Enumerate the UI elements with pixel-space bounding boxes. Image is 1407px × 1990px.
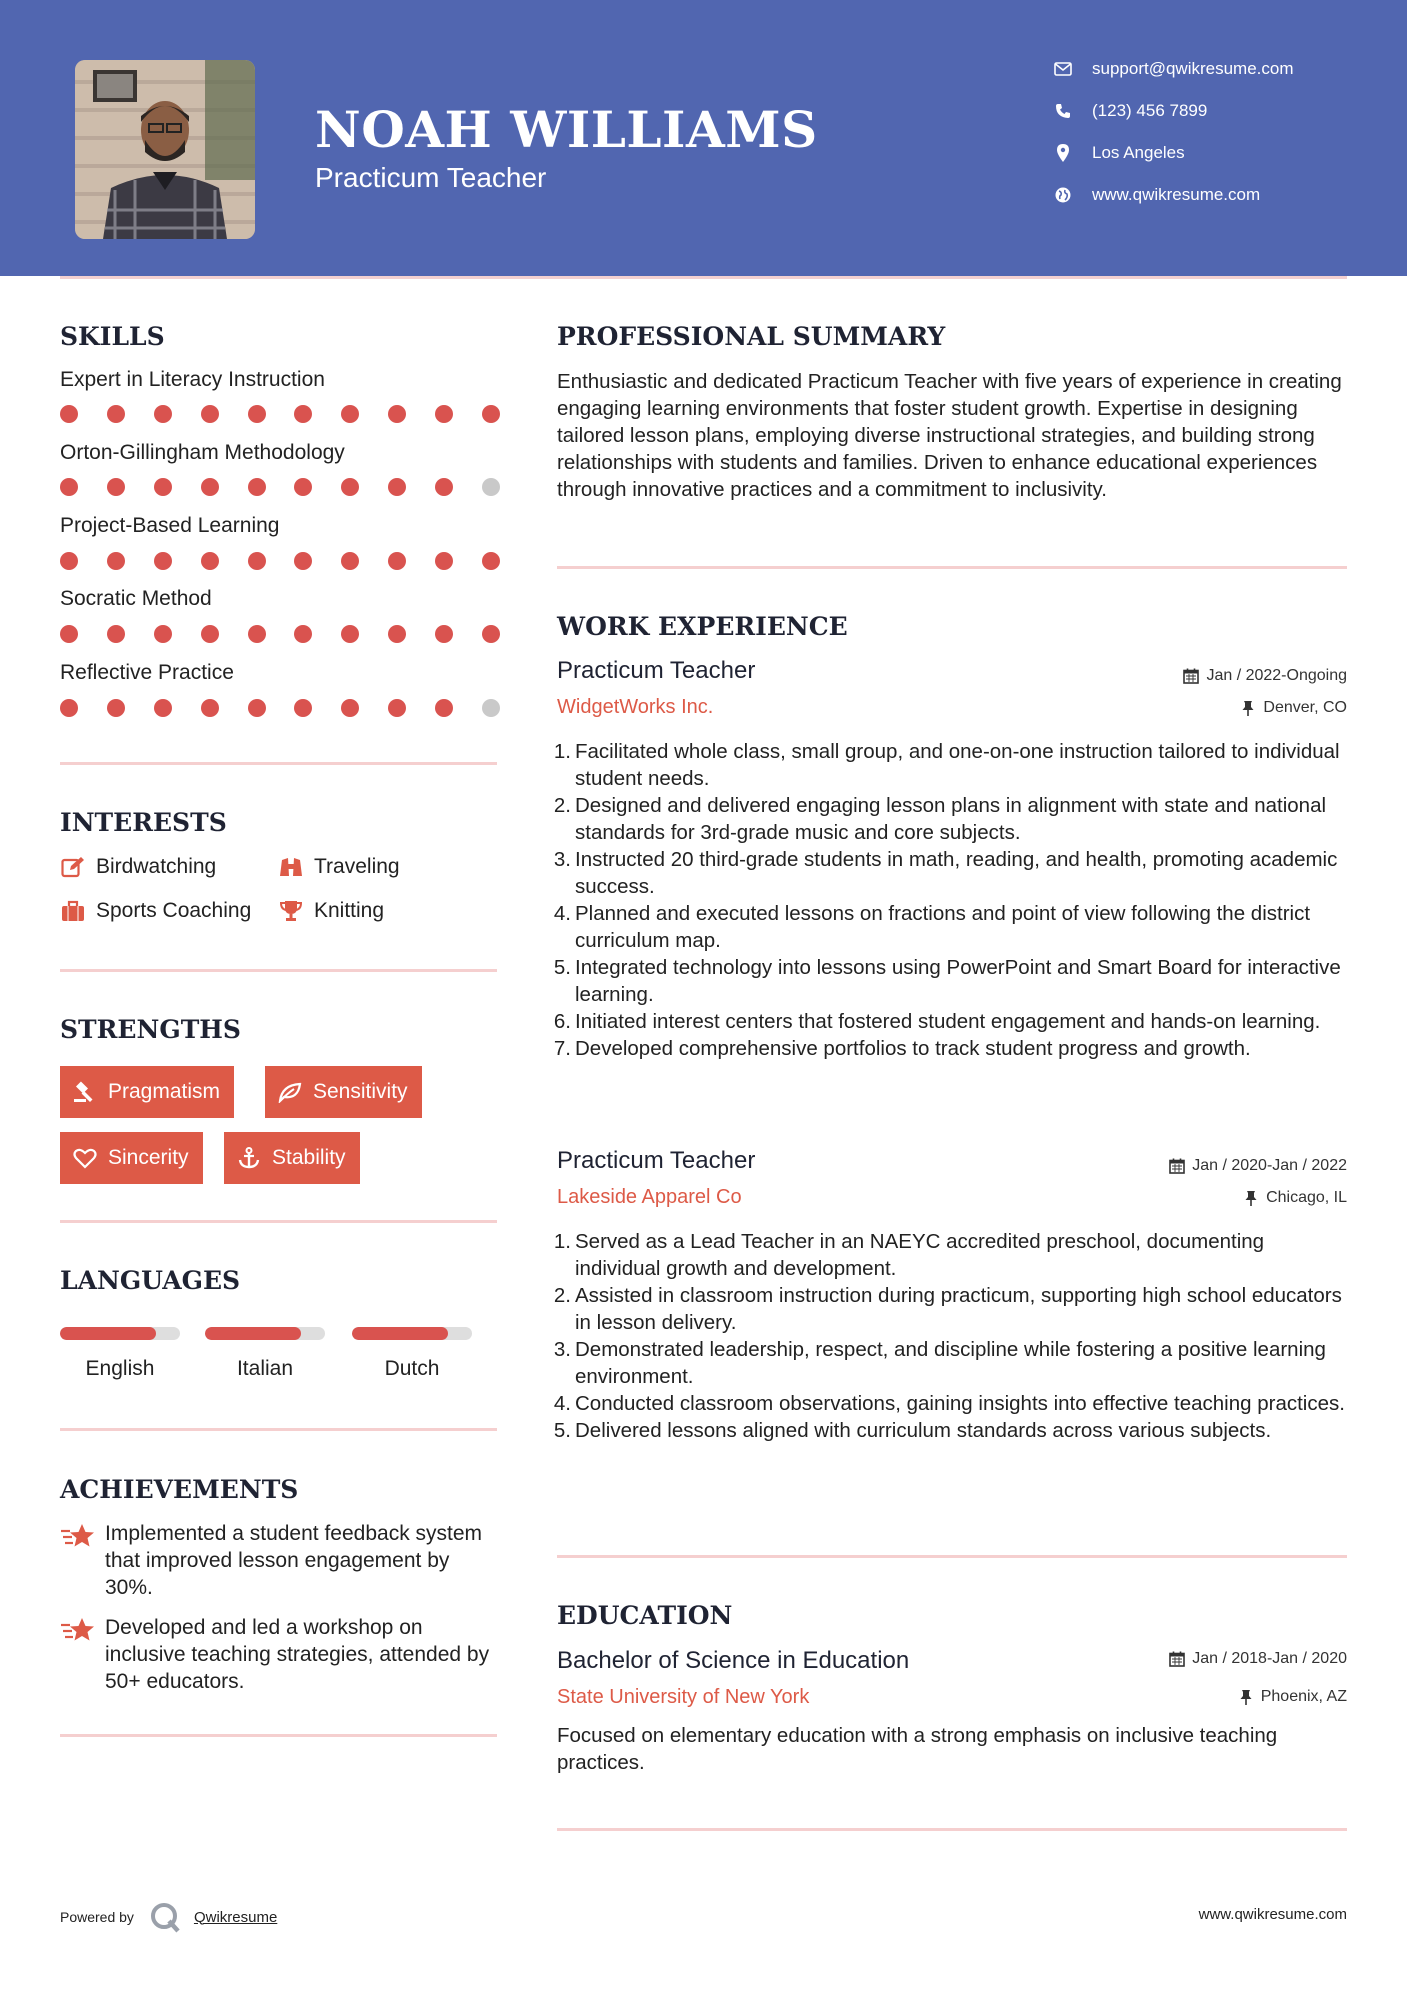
interest-label: Sports Coaching: [96, 899, 252, 922]
rating-dot-filled: [154, 699, 172, 717]
interest-item: [60, 853, 216, 881]
contact-phone[interactable]: [1050, 96, 1370, 126]
summary-heading: PROFESSIONAL SUMMARY: [557, 322, 946, 351]
rating-dot-filled: [388, 625, 406, 643]
interests-heading: INTERESTS: [60, 808, 227, 837]
contact-website[interactable]: [1050, 180, 1370, 210]
rating-dot-filled: [107, 478, 125, 496]
language-level-bar: [205, 1327, 325, 1340]
star-achievement-icon: [60, 1616, 98, 1646]
rating-dot-filled: [201, 478, 219, 496]
achievement-item: [60, 1520, 500, 1601]
language-level-fill: [352, 1327, 448, 1340]
languages-heading: LANGUAGES: [60, 1266, 241, 1295]
skills-heading: SKILLS: [60, 322, 165, 351]
rating-dot-filled: [154, 552, 172, 570]
job-duties: [557, 738, 1347, 1062]
duty-item: Conducted classroom observations, gaining insights into effective teaching practices.: [575, 1392, 1345, 1415]
rating-dot-filled: [60, 478, 78, 496]
duty-item: Delivered lessons aligned with curriculum standards across various subjects.: [575, 1419, 1272, 1442]
skill-name: Project-Based Learning: [60, 514, 280, 537]
rating-dot-filled: [388, 552, 406, 570]
degree-title: Bachelor of Science in Education: [557, 1647, 910, 1674]
strength-label: Stability: [272, 1146, 346, 1169]
achievement-text: Implemented a student feedback system that improved lesson engagement by 30%.: [105, 1522, 483, 1599]
rating-dot-filled: [201, 699, 219, 717]
language-level-fill: [60, 1327, 156, 1340]
map-marker-icon: [1050, 142, 1076, 164]
pushpin-icon: [1239, 699, 1257, 717]
globe-icon: [1050, 184, 1076, 206]
skill-rating: [60, 552, 500, 570]
job-location: [1242, 1189, 1347, 1207]
education-location: [1237, 1688, 1347, 1706]
phone-icon: [1050, 100, 1076, 122]
strength-label: Pragmatism: [108, 1080, 221, 1103]
strength-tag: [224, 1132, 360, 1184]
rating-dot-filled: [435, 552, 453, 570]
duty-item: Developed comprehensive portfolios to track student progress and growth.: [575, 1037, 1251, 1060]
rating-dot-filled: [388, 699, 406, 717]
calendar-icon: [1168, 1650, 1186, 1668]
calendar-icon: [1182, 667, 1200, 685]
rating-dot-filled: [60, 405, 78, 423]
summary-text: Enthusiastic and dedicated Practicum Teacher with five years of experience in creating engaging learning environments that foster student growth. Expertise in designing tailored lesson plans, employing diverse instructional strategies, and building strong relationships with students and families. Driven to enhance educational experiences through innovative practices and a commitment to inclusivity.: [557, 370, 1342, 501]
section-divider: [60, 1220, 497, 1223]
contact-phone-text: (123) 456 7899: [1092, 101, 1208, 120]
language-level-bar: [60, 1327, 180, 1340]
rating-dot-empty: [482, 699, 500, 717]
rating-dot-filled: [248, 625, 266, 643]
rating-dot-filled: [435, 625, 453, 643]
rating-dot-filled: [294, 552, 312, 570]
rating-dot-filled: [341, 405, 359, 423]
resume-header: [0, 0, 1407, 276]
education-heading: EDUCATION: [557, 1601, 733, 1630]
strengths-heading: STRENGTHS: [60, 1015, 241, 1044]
duty-item: Served as a Lead Teacher in an NAEYC accredited preschool, documenting individual growth and development.: [575, 1230, 1265, 1280]
section-divider: [557, 566, 1347, 569]
section-divider: [60, 969, 497, 972]
rating-dot-empty: [482, 478, 500, 496]
strength-tag: [60, 1132, 203, 1184]
candidate-title: Practicum Teacher: [315, 162, 547, 193]
rating-dot-filled: [388, 405, 406, 423]
job-dates-text: Jan / 2022-Ongoing: [1206, 667, 1347, 684]
job-title: Practicum Teacher: [557, 657, 756, 684]
section-divider: [557, 1828, 1347, 1831]
rating-dot-filled: [201, 405, 219, 423]
job-dates-text: Jan / 2020-Jan / 2022: [1192, 1157, 1347, 1174]
education-location-text: Phoenix, AZ: [1260, 1688, 1347, 1705]
anchor-icon: [236, 1146, 262, 1170]
school-name: State University of New York: [557, 1686, 810, 1708]
rating-dot-filled: [248, 478, 266, 496]
profile-photo: [75, 60, 255, 239]
rating-dot-filled: [248, 552, 266, 570]
rating-dot-filled: [107, 405, 125, 423]
rating-dot-filled: [107, 625, 125, 643]
skill-rating: [60, 405, 500, 423]
job-dates: [1182, 667, 1347, 685]
education-dates: [1168, 1650, 1347, 1668]
powered-by-text: Powered by: [60, 1909, 134, 1925]
contact-location: [1050, 138, 1370, 168]
qwikresume-logo-icon: [148, 1900, 182, 1934]
language-level-bar: [352, 1327, 472, 1340]
company-name: Lakeside Apparel Co: [557, 1186, 742, 1208]
language-name: Italian: [236, 1357, 294, 1380]
achievement-item: [60, 1614, 500, 1695]
company-name: WidgetWorks Inc.: [557, 696, 714, 718]
job-dates: [1168, 1157, 1347, 1175]
interest-item: [60, 897, 251, 925]
rating-dot-filled: [294, 625, 312, 643]
strength-label: Sensitivity: [313, 1080, 408, 1103]
rating-dot-filled: [154, 478, 172, 496]
leaf-icon: [277, 1080, 303, 1104]
heart-icon: [72, 1146, 98, 1170]
duty-item: Instructed 20 third-grade students in math, reading, and health, promoting academic success.: [575, 848, 1338, 898]
contact-website-text: www.qwikresume.com: [1092, 185, 1261, 204]
briefcase-icon: [60, 899, 86, 923]
envelope-icon: [1050, 58, 1076, 80]
rating-dot-filled: [294, 699, 312, 717]
language-level-fill: [205, 1327, 301, 1340]
contact-location-text: Los Angeles: [1092, 143, 1185, 162]
duty-item: Assisted in classroom instruction during practicum, supporting high school educators in lesson delivery.: [575, 1284, 1342, 1334]
interest-label: Birdwatching: [96, 855, 217, 878]
interest-label: Knitting: [314, 899, 385, 922]
job-location-text: Denver, CO: [1263, 699, 1347, 716]
candidate-name: NOAH WILLIAMS: [315, 100, 818, 159]
duty-item: Planned and executed lessons on fractions and point of view following the district curriculum map.: [575, 902, 1311, 952]
rating-dot-filled: [341, 478, 359, 496]
rating-dot-filled: [107, 552, 125, 570]
skill-name: Reflective Practice: [60, 661, 234, 684]
contact-email-text: support@qwikresume.com: [1092, 59, 1294, 78]
strength-tag: [265, 1066, 422, 1118]
rating-dot-filled: [154, 625, 172, 643]
duty-item: Integrated technology into lessons using PowerPoint and Smart Board for interactive learning.: [575, 956, 1341, 1006]
skill-rating: [60, 625, 500, 643]
rating-dot-filled: [154, 405, 172, 423]
gavel-icon: [72, 1080, 98, 1104]
section-divider: [60, 1734, 497, 1737]
qwikresume-link[interactable]: Qwikresume: [193, 1908, 278, 1926]
skill-name: Expert in Literacy Instruction: [60, 368, 325, 391]
experience-heading: WORK EXPERIENCE: [557, 612, 848, 641]
achievements-heading: ACHIEVEMENTS: [60, 1475, 299, 1504]
rating-dot-filled: [482, 552, 500, 570]
rating-dot-filled: [435, 405, 453, 423]
rating-dot-filled: [294, 478, 312, 496]
rating-dot-filled: [435, 478, 453, 496]
rating-dot-filled: [201, 625, 219, 643]
rating-dot-filled: [341, 699, 359, 717]
contact-email[interactable]: [1050, 54, 1370, 84]
rating-dot-filled: [60, 699, 78, 717]
header-divider: [60, 276, 1347, 279]
interest-item: [278, 853, 400, 881]
section-divider: [557, 1555, 1347, 1558]
edit-icon: [60, 855, 86, 879]
calendar-icon: [1168, 1157, 1186, 1175]
job-location: [1239, 699, 1347, 717]
job-title: Practicum Teacher: [557, 1147, 756, 1174]
rating-dot-filled: [201, 552, 219, 570]
skill-name: Orton-Gillingham Methodology: [60, 441, 345, 464]
rating-dot-filled: [341, 552, 359, 570]
achievement-text: Developed and led a workshop on inclusive teaching strategies, attended by 50+ educators.: [105, 1616, 490, 1693]
skill-name: Socratic Method: [60, 587, 212, 610]
duty-item: Designed and delivered engaging lesson plans in alignment with state and national standards for 3rd-grade music and core subjects.: [575, 794, 1327, 844]
rating-dot-filled: [341, 625, 359, 643]
footer-powered-by: [60, 1900, 277, 1934]
duty-item: Initiated interest centers that fostered student engagement and hands-on learning.: [575, 1010, 1321, 1033]
rating-dot-filled: [60, 625, 78, 643]
education-description: Focused on elementary education with a strong emphasis on inclusive teaching practices.: [557, 1724, 1278, 1774]
trophy-icon: [278, 899, 304, 923]
job-location-text: Chicago, IL: [1266, 1189, 1347, 1206]
section-divider: [60, 1428, 497, 1431]
skill-rating: [60, 478, 500, 496]
rating-dot-filled: [60, 552, 78, 570]
pushpin-icon: [1242, 1189, 1260, 1207]
rating-dot-filled: [435, 699, 453, 717]
rating-dot-filled: [248, 699, 266, 717]
education-dates-text: Jan / 2018-Jan / 2020: [1192, 1650, 1347, 1667]
language-name: English: [85, 1357, 155, 1380]
star-achievement-icon: [60, 1522, 98, 1552]
binoculars-icon: [278, 855, 304, 879]
section-divider: [60, 762, 497, 765]
rating-dot-filled: [248, 405, 266, 423]
strength-label: Sincerity: [108, 1146, 189, 1169]
strength-tag: [60, 1066, 234, 1118]
rating-dot-filled: [482, 405, 500, 423]
rating-dot-filled: [294, 405, 312, 423]
rating-dot-filled: [482, 625, 500, 643]
language-name: Dutch: [384, 1357, 440, 1380]
job-duties: [557, 1228, 1347, 1444]
footer-url[interactable]: www.qwikresume.com: [1198, 1906, 1347, 1923]
duty-item: Facilitated whole class, small group, and one-on-one instruction tailored to individual student needs.: [575, 740, 1340, 790]
skill-rating: [60, 699, 500, 717]
duty-item: Demonstrated leadership, respect, and discipline while fostering a positive learning environment.: [575, 1338, 1326, 1388]
rating-dot-filled: [107, 699, 125, 717]
interest-label: Traveling: [314, 855, 400, 878]
pushpin-icon: [1237, 1688, 1255, 1706]
interest-item: [278, 897, 384, 925]
rating-dot-filled: [388, 478, 406, 496]
